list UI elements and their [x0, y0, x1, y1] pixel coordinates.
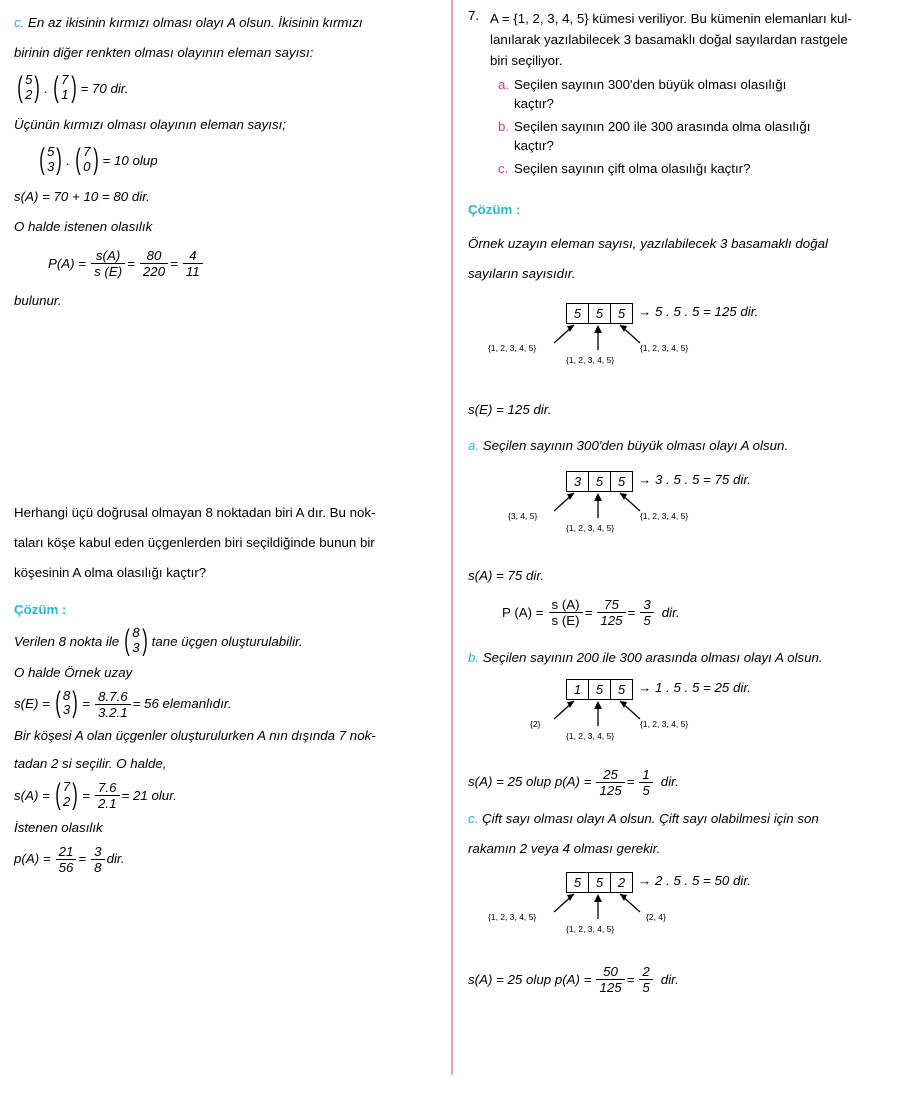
part-c-equation: [468, 964, 908, 996]
fraction-4-11: [183, 248, 203, 280]
part-c-eq-tail: dir.: [660, 971, 679, 987]
binomial-top: 7: [61, 72, 69, 88]
fraction-denominator: 11: [185, 264, 200, 280]
item-c-letter: c.: [14, 15, 25, 30]
binomial-stack: [47, 145, 54, 174]
left-column: [14, 8, 438, 877]
binomial-5-3: [37, 145, 64, 175]
part-a-eq-tail: dir.: [661, 604, 680, 620]
left-sol-line5: tadan 2 si seçilir. O halde,: [14, 756, 167, 772]
left-solution-label: Çözüm :: [14, 601, 67, 617]
diagram-arrows: [468, 679, 908, 753]
diagram-box-3: 5: [617, 306, 626, 321]
left-sol-line1: [14, 623, 438, 657]
binomial-bottom: 2: [25, 87, 33, 102]
part-b-line: [468, 643, 908, 673]
fraction-denominator: 5: [643, 613, 651, 629]
diagram-box-1: 5: [567, 873, 589, 892]
fraction-76-21: [95, 780, 120, 812]
fraction-numerator: 1: [639, 767, 652, 783]
question-line2: lanılarak yazılabilecek 3 basamaklı doğal sayılardan rastgele: [490, 32, 848, 47]
fraction-denominator: s (E): [94, 264, 123, 280]
paren-open: (: [75, 143, 81, 176]
part-b-eq-tail: dir.: [660, 774, 679, 790]
fraction-denominator: 3.2.1: [98, 704, 128, 720]
fraction-denominator: 125: [599, 980, 622, 996]
sub-item-c-letter: c.: [498, 161, 509, 176]
left-sol-line4: Bir köşesi A olan üçgenler oluşturulurken A nın dışında 7 nok-: [14, 728, 376, 744]
diagram-right-set: {1, 2, 3, 4, 5}: [640, 343, 689, 353]
pA-lead: p(A) =: [14, 851, 51, 867]
equation-2-tail: = 10 olup: [102, 153, 158, 168]
left-sol-line3: [14, 686, 438, 721]
binomial-bottom: 3: [62, 702, 71, 718]
binomial-top: 5: [25, 72, 33, 88]
sub-item-b-line2: kaçtır?: [514, 138, 554, 153]
item-c-line4: s(A) = 70 + 10 = 80 dir.: [14, 189, 150, 204]
diagram-sample-space: [468, 303, 908, 377]
binomial-5-2: [15, 73, 42, 103]
item-c-line2: birinin diğer renkten olması olayının eleman sayısı:: [14, 45, 314, 60]
diagram-right-set: {1, 2, 3, 4, 5}: [640, 511, 689, 521]
diagram-mid-set: {1, 2, 3, 4, 5}: [566, 730, 615, 741]
part-a-text: Seçilen sayının 300'den büyük olması olayı A olsun.: [482, 438, 789, 453]
diagram-box-3: 2: [617, 875, 626, 891]
sA-tail: = 21 olur.: [121, 787, 177, 803]
sE-lead: s(E) =: [14, 696, 50, 712]
diagram-part-a: [468, 471, 908, 545]
paren-open: (: [39, 143, 45, 176]
part-c-letter: c.: [468, 811, 479, 827]
sub-item-a-text: [514, 75, 908, 113]
paren-open: (: [17, 71, 23, 104]
question-line3: biri seçiliyor.: [490, 53, 563, 68]
sub-item-a-line1: Seçilen sayının 300'den büyük olması olasılığı: [514, 77, 787, 92]
fraction-numerator: 3: [91, 844, 104, 860]
left-sol-line6: [14, 777, 438, 812]
fraction-75-125: [597, 597, 625, 629]
fraction-numerator: 75: [597, 597, 625, 613]
diagram-box-3: 5: [617, 681, 626, 697]
sub-item-c-text: [514, 159, 908, 178]
left-sol-line7: İstenen olasılık: [14, 819, 103, 835]
binomial-8-3: [122, 623, 149, 657]
binomial-7-1: [51, 73, 78, 103]
paren-close: ): [72, 686, 78, 720]
right-intro-line2: sayıların sayısıdır.: [468, 266, 576, 281]
fraction-876-321: [95, 689, 131, 721]
sA-lead: s(A) =: [14, 787, 50, 803]
fraction-numerator: 3: [640, 597, 653, 613]
sub-item-b-letter: b.: [498, 119, 510, 134]
binomial-top: 8: [62, 687, 71, 703]
fraction-50-125: [596, 964, 624, 996]
binomial-top: 7: [83, 144, 91, 160]
binomial-top: 7: [62, 779, 71, 795]
fraction-80-220: [140, 248, 168, 280]
fraction-denominator: 220: [142, 264, 166, 280]
sE-tail: = 56 elemanlıdır.: [132, 696, 232, 712]
multiply-dot: .: [66, 153, 71, 168]
part-a-sa: s(A) = 75 dir.: [468, 568, 544, 583]
equals: =: [78, 851, 87, 867]
probability-lead: P (A) =: [502, 604, 544, 620]
equals: =: [82, 787, 91, 803]
binomial-7-0: [73, 145, 100, 175]
equals-1: =: [127, 255, 135, 271]
fraction-numerator: 4: [183, 248, 203, 264]
fraction-25-125: [596, 767, 624, 799]
fraction-denominator: s (E): [551, 613, 580, 629]
part-a-letter: a.: [468, 438, 480, 453]
left-question-line3: köşesinin A olma olasılığı kaçtır?: [14, 564, 207, 580]
binomial-stack: [132, 626, 139, 655]
diagram-result: → 2 . 5 . 5 = 50 dir.: [638, 873, 751, 889]
equals: =: [82, 696, 91, 712]
diagram-arrows: [468, 872, 908, 946]
right-question: [468, 8, 908, 178]
diagram-box-3: 5: [617, 474, 626, 489]
diagram-result: → 5 . 5 . 5 = 125 dir.: [638, 304, 759, 319]
left-question: [14, 498, 438, 876]
fraction-sA-sE: [549, 597, 583, 629]
equals-1: =: [584, 604, 593, 620]
right-column: [468, 8, 908, 1002]
left-question-line2: taları köşe kabul eden üçgenlerden biri seçildiğinde bunun bir: [14, 534, 375, 550]
sub-item-a: [490, 75, 908, 113]
fraction-3-8: [91, 844, 104, 876]
fraction-2-5: [639, 964, 652, 996]
left-sol-line8: [14, 844, 438, 876]
fraction-numerator: 7.6: [95, 780, 120, 796]
diagram-result: → 1 . 5 . 5 = 25 dir.: [638, 679, 751, 695]
diagram-left-set: {1, 2, 3, 4, 5}: [488, 912, 537, 923]
part-a-line: [468, 431, 908, 461]
diagram-result: → 3 . 5 . 5 = 75 dir.: [638, 472, 751, 487]
sub-item-c-line1: Seçilen sayının çift olma olasılığı kaçtır?: [514, 161, 751, 176]
multiply-dot: .: [44, 81, 49, 96]
equals-2: =: [170, 255, 178, 271]
column-divider: [451, 0, 453, 1075]
fraction-numerator: 25: [596, 767, 624, 783]
equals: =: [626, 971, 635, 987]
right-solution-label: Çözüm :: [468, 202, 521, 217]
binomial-bottom: 1: [61, 87, 69, 102]
diagram-box-2: 5: [589, 873, 611, 892]
diagram-box-1: 3: [567, 472, 589, 491]
binomial-stack: [83, 145, 90, 174]
paren-close: ): [72, 777, 78, 811]
fraction-denominator: 125: [600, 613, 623, 629]
binomial-top: 5: [47, 144, 55, 160]
left-sol-line2: O halde Örnek uzay: [14, 664, 133, 680]
item-c-equation-3: [14, 248, 438, 280]
fraction-numerator: s (A): [549, 597, 583, 613]
diagram-box-2: 5: [589, 304, 611, 323]
sub-item-a-letter: a.: [498, 77, 510, 92]
diagram-box-1: 5: [567, 304, 589, 323]
binomial-stack: [63, 780, 70, 809]
left-question-line1: Herhangi üçü doğrusal olmayan 8 noktadan biri A dır. Bu nok-: [14, 504, 376, 520]
fraction-denominator: 5: [642, 782, 650, 798]
paren-close: ): [92, 143, 99, 176]
binomial-stack: [25, 73, 32, 102]
item-c-text1: En az ikisinin kırmızı olması olayı A olsun. İkisinin kırmızı: [28, 15, 363, 30]
fraction-numerator: 80: [140, 248, 168, 264]
binomial-bottom: 3: [132, 639, 140, 655]
question-body: [490, 8, 908, 178]
fraction-denominator: 56: [58, 859, 74, 875]
paren-open: (: [55, 777, 61, 811]
fraction-numerator: 50: [596, 964, 624, 980]
fraction-denominator: 8: [94, 859, 102, 875]
sub-item-b-line1: Seçilen sayının 200 ile 300 arasında olma olasılığı: [514, 119, 811, 134]
part-c-text1: Çift sayı olması olayı A olsun. Çift sayı olabilmesi için son: [482, 811, 819, 827]
diagram-mid-set: {1, 2, 3, 4, 5}: [566, 523, 615, 533]
fraction-numerator: 21: [56, 844, 77, 860]
diagram-right-set: {1, 2, 3, 4, 5}: [640, 718, 689, 729]
item-c-line5: O halde istenen olasılık: [14, 219, 153, 234]
binomial-stack: [61, 73, 68, 102]
item-c-equation-1: [14, 71, 438, 104]
fraction-denominator: 5: [642, 980, 650, 996]
diagram-arrows: [468, 303, 908, 377]
diagram-box-2: 5: [589, 680, 611, 699]
fraction-21-56: [56, 844, 77, 876]
item-c-line3: Üçünün kırmızı olması olayının eleman sayısı;: [14, 117, 286, 132]
sub-item-b-text: [514, 117, 908, 155]
part-b-eq-lead: s(A) = 25 olup p(A) =: [468, 774, 592, 790]
diagram-left-set: {1, 2, 3, 4, 5}: [488, 343, 537, 353]
paren-open: (: [55, 686, 61, 720]
paren-close: ): [34, 71, 41, 104]
sub-item-a-line2: kaçtır?: [514, 96, 554, 111]
diagram-right-set: {2, 4}: [646, 912, 666, 923]
diagram-arrows: [468, 471, 908, 545]
fraction-numerator: s(A): [91, 248, 125, 264]
part-c-line1: [468, 804, 908, 834]
equation-1-tail: = 70 dir.: [80, 81, 129, 96]
right-intro-line1: Örnek uzayın eleman sayısı, yazılabilecek 3 basamaklı doğal: [468, 236, 828, 251]
item-c-line6: bulunur.: [14, 292, 62, 308]
fraction-numerator: 8.7.6: [95, 689, 131, 705]
binomial-bottom: 0: [83, 159, 91, 174]
item-c-equation-2: [14, 143, 438, 176]
diagram-box-2: 5: [589, 472, 611, 491]
equals-2: =: [627, 604, 636, 620]
probability-lead: P(A) =: [48, 255, 87, 271]
binomial-8-3: [53, 688, 80, 718]
diagram-mid-set: {1, 2, 3, 4, 5}: [566, 924, 615, 935]
diagram-left-set: {3, 4, 5}: [508, 511, 538, 521]
paren-close: ): [70, 71, 77, 104]
item-c-line1: [14, 8, 438, 38]
paren-open: (: [53, 71, 59, 104]
binomial-top: 8: [132, 624, 140, 640]
sub-item-b: [490, 117, 908, 155]
part-c-eq-lead: s(A) = 25 olup p(A) =: [468, 971, 592, 987]
diagram-box-1: 1: [567, 680, 589, 699]
diagram-mid-set: {1, 2, 3, 4, 5}: [566, 355, 615, 365]
part-b-equation: [468, 767, 908, 799]
fraction-3-5: [640, 597, 653, 629]
paren-close: ): [56, 143, 63, 176]
question-sublist: [490, 75, 908, 178]
sub-item-c: [490, 159, 908, 178]
part-c-line2: rakamın 2 veya 4 olması gerekir.: [468, 841, 661, 857]
fraction-denominator: 2.1: [98, 796, 117, 812]
sample-space-count: s(E) = 125 dir.: [468, 402, 552, 417]
question-number: 7.: [468, 8, 480, 23]
paren-close: ): [141, 623, 148, 657]
paren-open: (: [124, 623, 130, 657]
part-b-letter: b.: [468, 649, 480, 665]
fraction-1-5: [639, 767, 652, 799]
fraction-numerator: 2: [639, 964, 652, 980]
left-item-c: [14, 8, 438, 316]
left-sol-line1-text-a: Verilen 8 nokta ile: [14, 633, 120, 649]
diagram-part-c: [468, 872, 908, 946]
question-line1: A = {1, 2, 3, 4, 5} kümesi veriliyor. Bu kümenin elemanları kul-: [490, 11, 852, 26]
left-sol-line1-text-b: tane üçgen oluşturulabilir.: [151, 633, 303, 649]
part-a-equation: [468, 597, 908, 629]
diagram-part-b: [468, 679, 908, 753]
pA-tail: dir.: [106, 851, 125, 867]
diagram-left-set: {2}: [530, 718, 541, 729]
fraction-sA-sE: [91, 248, 125, 280]
binomial-stack: [63, 689, 70, 718]
fraction-denominator: 125: [599, 782, 622, 798]
binomial-7-2: [53, 777, 80, 811]
part-b-text: Seçilen sayının 200 ile 300 arasında olması olayı A olsun.: [482, 649, 823, 665]
equals: =: [626, 774, 635, 790]
binomial-bottom: 3: [47, 159, 55, 174]
binomial-bottom: 2: [62, 793, 71, 809]
